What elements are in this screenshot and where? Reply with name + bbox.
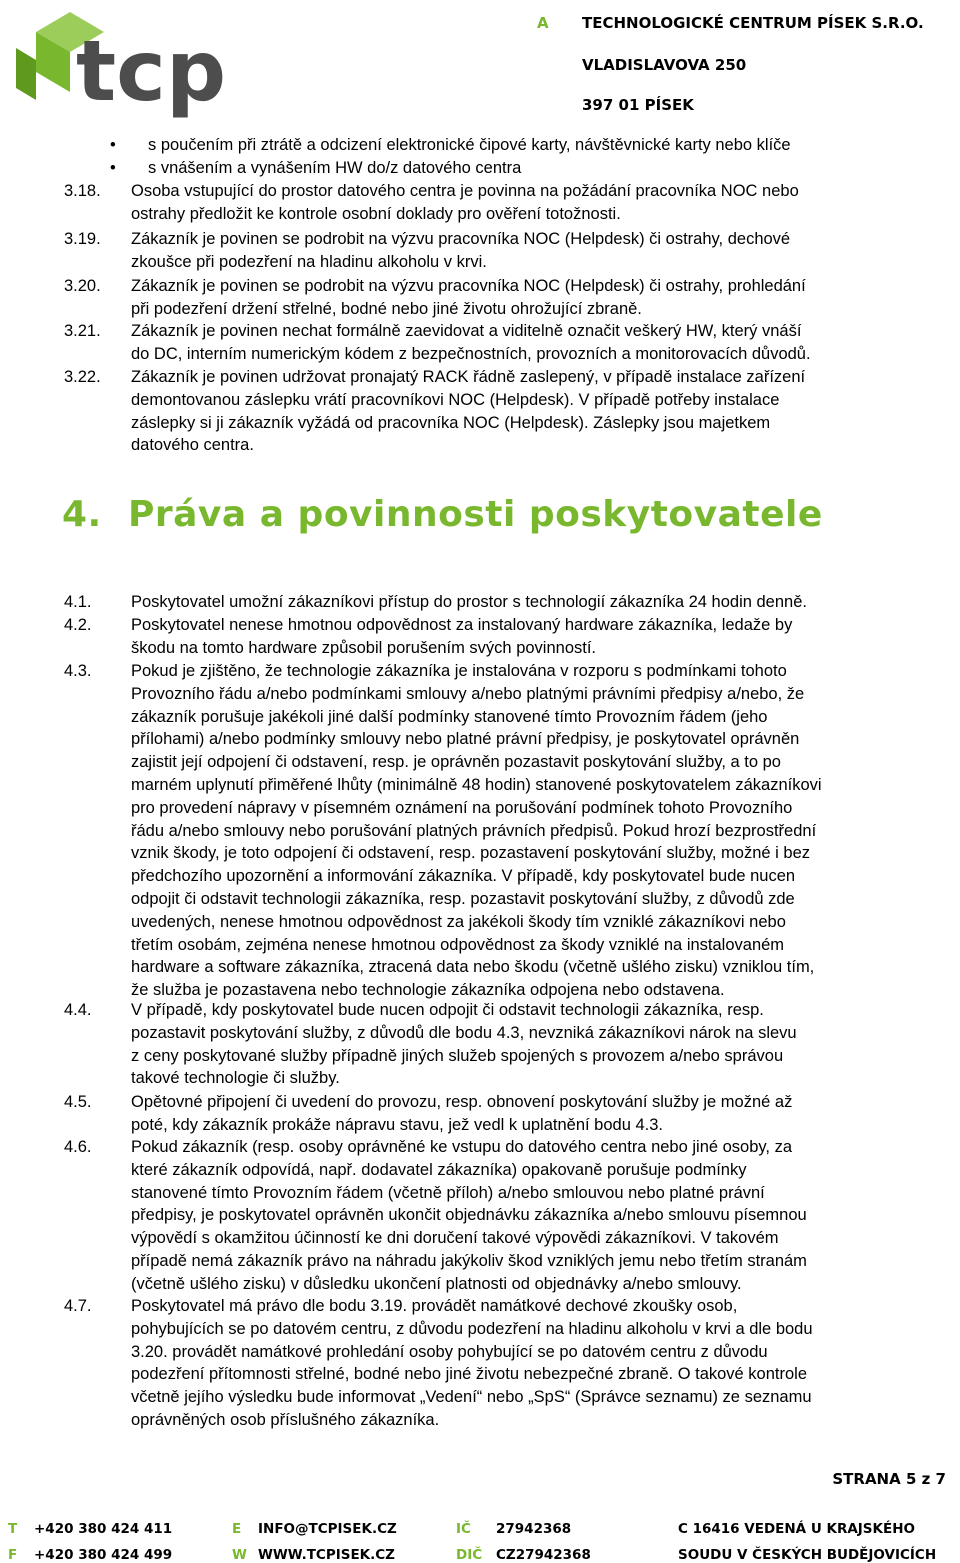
item-line: třetím osobám, zejména nenese hmotnou odpovědnost za škody vzniklé na instalovaném — [131, 935, 785, 954]
item-line: pozastavit poskytování služby, z důvodů dle bodu 4.3, nevzniká zákazníkovi nárok na slevu — [131, 1023, 797, 1042]
item-line: hardware a software zákazníka, ztracená data nebo škodu (včetně ušlého zisku) vzniklou tím, — [131, 958, 815, 977]
header-street: VLADISLAVOVA 250 — [582, 56, 747, 74]
item-line: Zákazník je povinen se podrobit na výzvu pracovníka NOC (Helpdesk) či ostrahy, prohledání — [131, 277, 806, 295]
section-heading — [62, 494, 823, 535]
item-line: Opětovné připojení či uvedení do provozu, resp. obnovení poskytování služby je možné až — [131, 1093, 793, 1111]
section-title: Práva a povinnosti poskytovatele — [128, 494, 823, 535]
footer-fax: +420 380 424 499 — [34, 1547, 173, 1563]
item-line: řádu a/nebo smlouvy nebo porušování platných právních předpisů. Pokud hrozí bezprostřední — [131, 821, 817, 840]
item-line: podezření přítomnosti střelné, bodné nebo jiné životu nebezpečné zbraně. O takové kontrole — [131, 1365, 808, 1384]
bullet-icon: • — [110, 136, 116, 154]
item-line: uvedených, nenese hmotnou odpovědnost za jakékoli škody tím vzniklé zákazníkovi nebo — [131, 912, 786, 931]
item-line: z ceny poskytované služby případně jiných služeb spojených s provozem a/nebo správou — [131, 1046, 784, 1065]
item-line: při podezření držení střelné, bodné nebo jiné životu ohrožující zbraně. — [131, 300, 642, 318]
footer-ic-key: IČ — [456, 1521, 471, 1537]
item-line: Zákazník je povinen nechat formálně zaevidovat a viditelně označit veškerý HW, který vnáší — [131, 322, 802, 340]
item-line: přílohami) a/nebo podmínky smlouvy nebo platné právní předpisy, je poskytovatel oprávněn — [131, 730, 800, 749]
item-number: 3.20. — [64, 277, 101, 295]
item-line: zákazník porušuje jakékoli jiné další podmínky stanovené tímto Provozním řádem (jeho — [131, 707, 768, 726]
footer-fax-key: F — [8, 1547, 18, 1563]
item-line: Zákazník je povinen udržovat pronajatý RACK řádně zaslepený, v případě instalace zařízení — [131, 368, 806, 386]
item-line: takové technologie či služby. — [131, 1069, 340, 1088]
item-line: Provozního řádu a/nebo podmínkami smlouvy a/nebo platnými právními předpisy a/nebo, že — [131, 684, 805, 703]
footer-dic-key: DIČ — [456, 1547, 483, 1563]
tcp-logo — [12, 8, 252, 118]
item-line: Poskytovatel umožní zákazníkovi přístup do prostor s technologií zákazníka 24 hodin denně. — [131, 593, 807, 611]
item-line: výpovědí s okamžitou účinností ke dni doručení takové výpovědi zákazníkovi. V takovém — [131, 1229, 779, 1248]
footer-email-key: E — [232, 1521, 242, 1537]
item-line: oprávněných osob příslušného zákazníka. — [131, 1411, 440, 1429]
item-line: Pokud je zjištěno, že technologie zákazníka je instalována v rozporu s podmínkami tohoto — [131, 662, 787, 680]
item-line: předpisy, je poskytovatel oprávněn ukončit objednávku zákazníka a/nebo smlouvu písemnou — [131, 1206, 807, 1225]
footer-register: C 16416 VEDENÁ U KRAJSKÉHO — [678, 1521, 915, 1537]
bullet-icon: • — [110, 159, 116, 177]
item-line: včetně jejího výsledku bude informovat „Vedení“ nebo „SpS“ (Správce seznamu) ze seznamu — [131, 1388, 812, 1407]
logo-wordmark: tcp — [76, 22, 227, 118]
section-number: 4. — [62, 494, 102, 535]
item-line: zajistit její odpojení či odstavení, resp. je oprávněn pozastavit poskytování služby, a to po — [131, 753, 781, 772]
footer-phone-key: T — [8, 1521, 18, 1537]
header-city: 397 01 PÍSEK — [582, 96, 694, 114]
bullet-text: s poučením při ztrátě a odcizení elektronické čipové karty, návštěvnické karty nebo klíče — [148, 136, 791, 154]
item-number: 3.21. — [64, 322, 101, 340]
footer-phone: +420 380 424 411 — [34, 1521, 173, 1537]
item-line: které zákazník odpovídá, např. dodavatel zákazníka) opakovaně porušuje podmínky — [131, 1160, 747, 1179]
item-line: poté, kdy zákazník prokáže nápravu stavu, jež vedl k uplatnění bodu 4.3. — [131, 1115, 663, 1134]
footer-email[interactable]: INFO@TCPISEK.CZ — [258, 1521, 397, 1537]
item-number: 4.4. — [64, 1001, 92, 1019]
item-line: odpojit či odstavit technologii zákazníka, resp. pozastavit poskytování služby, z důvodů zde — [131, 890, 795, 908]
item-line: demontovanou záslepku vrátí pracovníkovi NOC (Helpdesk). V případě potřeby instalace — [131, 391, 780, 409]
item-line: pohybujících se po datovém centru, z důvodu podezření na hladinu alkoholu v krvi a dle bodu — [131, 1319, 813, 1338]
item-number: 3.19. — [64, 230, 101, 248]
item-line: datového centra. — [131, 436, 254, 454]
item-line: zkoušce při podezření na hladinu alkoholu v krvi. — [131, 253, 487, 271]
footer-web-key: W — [232, 1547, 247, 1563]
item-line: vznik škody, je toto odpojení či odstavení, resp. pozastavení poskytování služby, možné i bez — [131, 844, 811, 863]
item-number: 4.2. — [64, 616, 92, 634]
item-number: 4.1. — [64, 593, 92, 611]
item-line: (včetně ušlého zisku) v důsledku ukončení platnosti od objednávky a/nebo smlouvy. — [131, 1274, 742, 1293]
item-line: škodu na tomto hardware způsobil porušením svých povinností. — [131, 638, 596, 657]
item-number: 4.6. — [64, 1138, 92, 1156]
item-line: 3.20. provádět namátkové prohledání osoby pohybující se po datovém centru z důvodu — [131, 1342, 768, 1361]
item-line: ostrahy předložit ke kontrole osobní doklady pro ověření totožnosti. — [131, 205, 621, 223]
item-line: do DC, interním numerickým kódem z bezpečnostních, provozních a monitorovacích důvodů. — [131, 345, 811, 363]
footer-ic: 27942368 — [496, 1521, 572, 1537]
item-number: 4.7. — [64, 1297, 92, 1315]
header-letter: A — [537, 14, 549, 32]
item-line: Poskytovatel nenese hmotnou odpovědnost za instalovaný hardware zákazníka, ledaže by — [131, 616, 793, 634]
item-line: marném uplynutí přiměřené lhůty (minimálně 48 hodin) stanovené poskytovatelem zákazníkovi — [131, 776, 822, 794]
item-number: 4.3. — [64, 662, 92, 680]
item-line: záslepky si ji zákazník vyžádá od pracovníka NOC (Helpdesk). Záslepky jsou majetkem — [131, 414, 771, 432]
item-number: 3.18. — [64, 182, 101, 200]
item-line: Osoba vstupující do prostor datového centra je povinna na požádání pracovníka NOC nebo — [131, 182, 799, 200]
header-company: TECHNOLOGICKÉ CENTRUM PÍSEK S.R.O. — [582, 14, 924, 32]
item-line: Poskytovatel má právo dle bodu 3.19. provádět namátkové dechové zkoušky osob, — [131, 1297, 738, 1315]
item-number: 3.22. — [64, 368, 101, 386]
footer-court: SOUDU V ČESKÝCH BUDĚJOVICÍCH — [678, 1547, 937, 1563]
item-line: V případě, kdy poskytovatel bude nucen odpojit či odstavit technologii zákazníka, resp. — [131, 1001, 764, 1019]
item-line: Zákazník je povinen se podrobit na výzvu pracovníka NOC (Helpdesk) či ostrahy, dechové — [131, 230, 791, 248]
item-line: předchozího upozornění a informování zákazníka. V případě, kdy poskytovatel bude nucen — [131, 867, 796, 886]
footer-dic: CZ27942368 — [496, 1547, 591, 1563]
item-line: pro provedení nápravy v písemném oznámení na porušování podmínek tohoto Provozního — [131, 798, 793, 817]
item-line: Pokud zákazník (resp. osoby oprávněné ke vstupu do datového centra nebo jiné osoby, za — [131, 1138, 793, 1156]
page-number: STRANA 5 z 7 — [832, 1470, 946, 1488]
footer-web[interactable]: WWW.TCPISEK.CZ — [258, 1547, 395, 1563]
item-line: případě nemá zákazník právo na náhradu jakýkoliv škod vzniklých jemu nebo třetím stranám — [131, 1252, 807, 1270]
item-line: že služba je pozastavena nebo technologie zákazníka odpojena nebo odstavena. — [131, 981, 725, 1000]
item-line: stanovené tímto Provozním řádem (včetně příloh) a/nebo smlouvou nebo platné právní — [131, 1183, 765, 1202]
bullet-text: s vnášením a vynášením HW do/z datového centra — [148, 159, 522, 177]
item-number: 4.5. — [64, 1093, 92, 1111]
